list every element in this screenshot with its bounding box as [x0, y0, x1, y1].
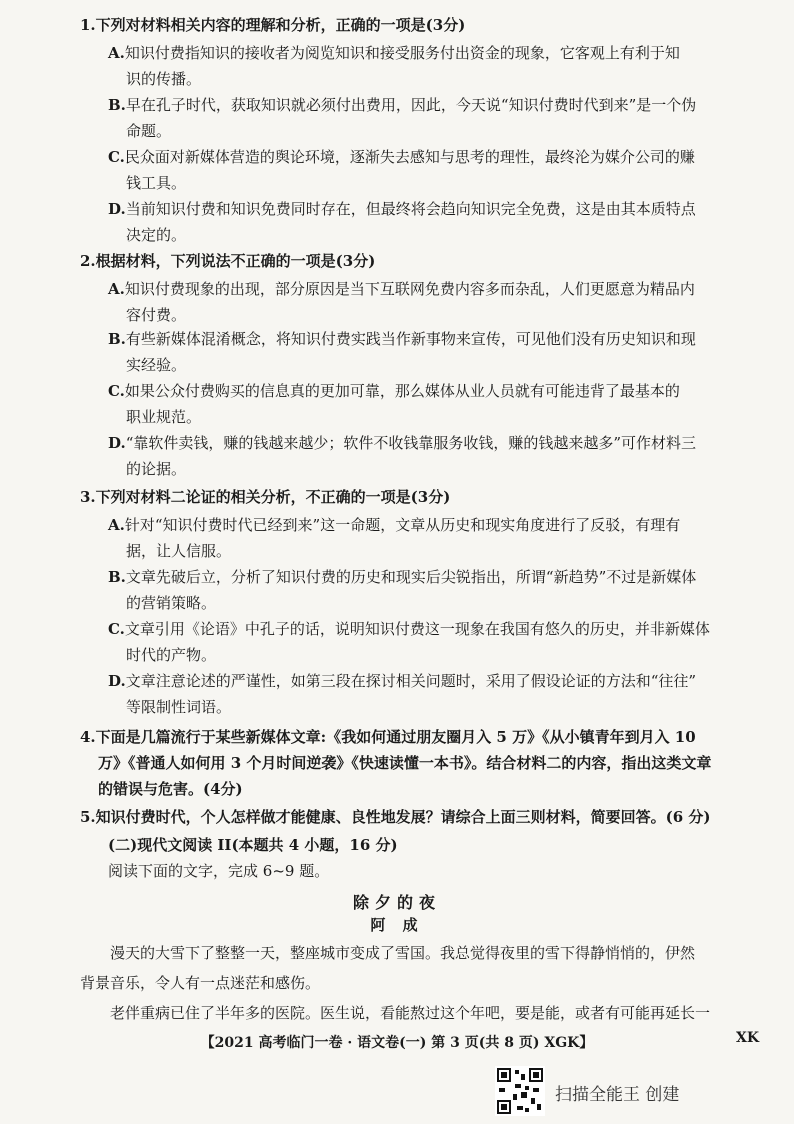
footer-code: XK	[736, 1030, 760, 1046]
q3-option-a[interactable]: A.针对“知识付费时代已经到来”这一命题，文章从历史和现实角度进行了反驳，有理有 据，让人信服。	[108, 516, 681, 560]
q1-option-a[interactable]: A.知识付费指知识的接收者为阅览知识和接受服务付出资金的现象，它客观上有利于知 识的传播。	[108, 44, 680, 88]
story-author: 阿 成	[370, 916, 424, 934]
qr-code-icon	[495, 1066, 545, 1116]
question-3-stem: 3.下列对材料二论证的相关分析，不正确的一项是(3分)	[80, 488, 451, 506]
q2-option-d[interactable]: D.“靠软件卖钱，赚的钱越来越少；软件不收钱靠服务收钱，赚的钱越来越多”可作材料三 的论据。	[108, 434, 697, 478]
story-title: 除夕的夜	[352, 893, 441, 912]
q3-option-d[interactable]: D.文章注意论述的严谨性，如第三段在探讨相关问题时，采用了假设论证的方法和“往往” 等限制性词语。	[108, 672, 697, 716]
page-footer: 【2021 高考临门一卷 · 语文卷(一) 第 3 页(共 8 页) XGK】	[200, 1035, 594, 1051]
q3-option-c[interactable]: C.文章引用《论语》中孔子的话，说明知识付费这一现象在我国有悠久的历史，并非新媒体 时代的产物。	[108, 620, 710, 664]
q2-option-a[interactable]: A.知识付费现象的出现，部分原因是当下互联网免费内容多而杂乱，人们更愿意为精品内 容付费。	[108, 280, 695, 324]
q2-option-c[interactable]: C.如果公众付费购买的信息真的更加可靠，那么媒体从业人员就有可能违背了最基本的 职业规范。	[108, 382, 680, 426]
q1-option-d[interactable]: D.当前知识付费和知识免费同时存在，但最终将会趋向知识完全免费，这是由其本质特点 决定的。	[108, 200, 696, 244]
question-1-stem: 1.下列对材料相关内容的理解和分析，正确的一项是(3分)	[80, 16, 466, 34]
q1-option-c[interactable]: C.民众面对新媒体营造的舆论环境，逐渐失去感知与思考的理性，最终沦为媒介公司的赚 钱工具。	[108, 148, 695, 192]
question-4: 4.下面是几篇流行于某些新媒体文章:《我如何通过朋友圈月入 5 万》《从小镇青年到月入 10 万》《普通人如何用 3 个月时间逆袭》《快速读懂一本书》。结合材料二的内容，指出这类文章 的错误与危害。(4分)	[80, 728, 712, 798]
section-heading: (二)现代文阅读 II(本题共 4 小题，16 分)	[108, 836, 398, 854]
q1-option-b[interactable]: B.早在孔子时代，获取知识就必须付出费用，因此，今天说“知识付费时代到来”是一个伪 命题。	[108, 96, 697, 140]
q2-option-b[interactable]: B.有些新媒体混淆概念，将知识付费实践当作新事物来宣传，可见他们没有历史知识和现 实经验。	[108, 330, 696, 374]
question-2-stem: 2.根据材料，下列说法不正确的一项是(3分)	[80, 252, 376, 270]
scanner-watermark: 扫描全能王 创建	[555, 1085, 680, 1105]
q3-option-b[interactable]: B.文章先破后立，分析了知识付费的历史和现实后尖锐指出，所谓“新趋势”不过是新媒体 的营销策略。	[108, 568, 697, 612]
question-5: 5.知识付费时代，个人怎样做才能健康、良性地发展？请综合上面三则材料，简要回答。(6 分)	[80, 808, 711, 826]
section-instruction: 阅读下面的文字，完成 6~9 题。	[108, 862, 330, 880]
story-paragraph-2: 老伴重病已住了半年多的医院。医生说，看能熬过这个年吧，要是能，或者有可能再延长一	[110, 1004, 711, 1022]
story-paragraph-1: 漫天的大雪下了整整一天，整座城市变成了雪国。我总觉得夜里的雪下得静悄悄的，伊然 背景音乐，令人有一点迷茫和感伤。	[80, 944, 696, 992]
